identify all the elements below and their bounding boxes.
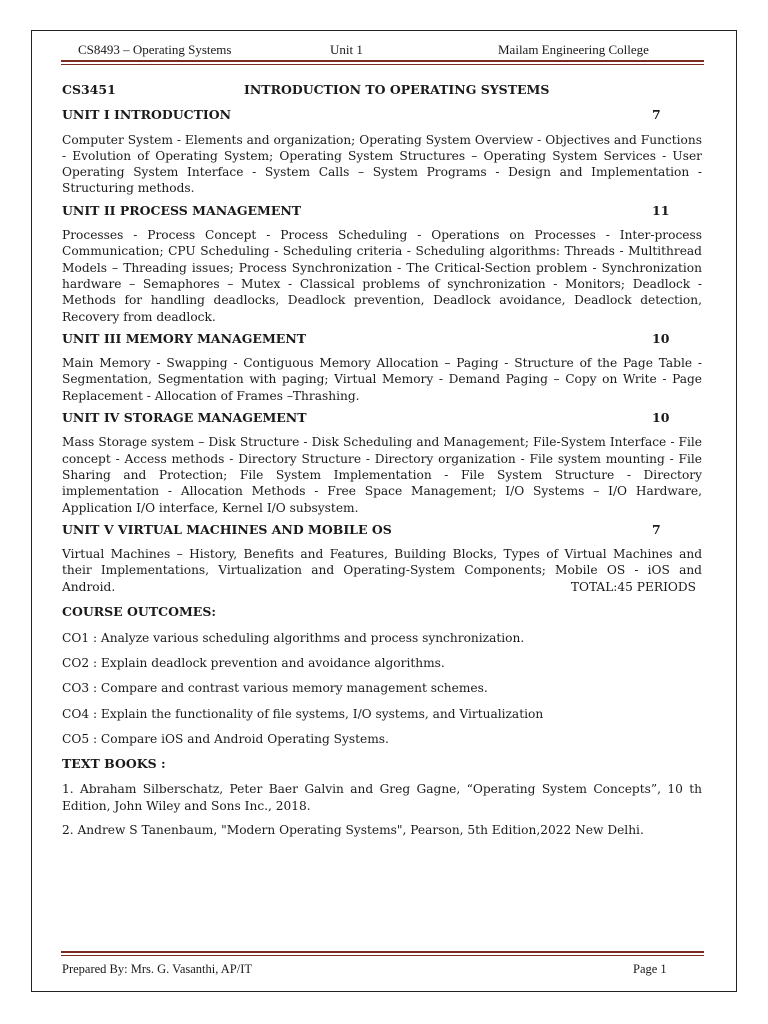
header-course: CS8493 – Operating Systems (78, 42, 232, 57)
unit-hours: 7 (652, 107, 661, 123)
footer-page-number: Page 1 (633, 962, 667, 976)
header-rule (61, 60, 704, 65)
header-unit: Unit 1 (330, 42, 363, 57)
outcome-item: CO2 : Explain deadlock prevention and avoidance algorithms. (62, 655, 445, 670)
footer-prepared-by: Prepared By: Mrs. G. Vasanthi, AP/IT (62, 962, 253, 976)
unit-hours: 7 (652, 521, 661, 537)
unit-title: UNIT III MEMORY MANAGEMENT (62, 330, 307, 346)
unit-hours: 10 (652, 410, 670, 426)
course-code: CS3451 (62, 82, 116, 97)
outcome-item: CO5 : Compare iOS and Android Operating Systems. (62, 731, 389, 746)
unit-content: Mass Storage system – Disk Structure - Disk Scheduling and Management; File-System Interface - File concept - Access methods - Directory Structure - Directory organization - File system mounting - File Sharing and Protection; File System Implementation - File System Structure - Directory implementation - Allocation Methods - Free Space Management; I/O Systems – I/O Hardware, Application I/O interface, Kernel I/O subsystem. (62, 435, 702, 515)
outcomes-heading: COURSE OUTCOMES: (62, 604, 216, 620)
footer-rule (61, 951, 704, 956)
unit-content: Virtual Machines – History, Benefits and Features, Building Blocks, Types of Virtual Machines and their Implementations, Virtualization and Operating-System Components; Mobile OS - iOS and Android. (62, 547, 702, 594)
unit-title: UNIT II PROCESS MANAGEMENT (62, 202, 302, 218)
unit-heading (62, 331, 702, 347)
outcome-item: CO3 : Compare and contrast various memory management schemes. (62, 681, 488, 696)
unit-content: Processes - Process Concept - Process Scheduling - Operations on Processes - Inter-process Communication; CPU Scheduling - Scheduling criteria - Scheduling algorithms: Threads - Multithread Models – Threading issues; Process Synchronization - The Critical-Section problem - Synchronization hardware – Semaphores – Mutex - Classical problems of synchronization - Monitors; Deadlock - Methods for handling deadlocks, Deadlock prevention, Deadlock avoidance, Deadlock detection, Recovery from deadlock. (62, 228, 702, 324)
outcome-item: CO4 : Explain the functionality of file systems, I/O systems, and Virtualization (62, 706, 544, 721)
outcome-item: CO1 : Analyze various scheduling algorithms and process synchronization. (62, 630, 525, 645)
unit-content: Computer System - Elements and organization; Operating System Overview - Objectives and Functions - Evolution of Operating System; Operating System Structures – Operating System Services - User Operating System Interface - System Calls – System Programs - Design and Implementation - Structuring methods. (62, 132, 702, 196)
textbooks-heading: TEXT BOOKS : (62, 756, 166, 772)
header-college: Mailam Engineering College (498, 42, 649, 57)
unit-hours: 10 (652, 330, 670, 346)
total-periods: TOTAL:45 PERIODS (570, 580, 696, 595)
textbook-item: 2. Andrew S Tanenbaum, "Modern Operating Systems", Pearson, 5th Edition,2022 New Delhi. (62, 822, 644, 837)
syllabus-body (62, 82, 702, 838)
textbook-item: 1. Abraham Silberschatz, Peter Baer Galvin and Greg Gagne, “Operating System Concepts”, 10 th Edition, John Wiley and Sons Inc., 2018. (62, 782, 702, 813)
unit-heading (62, 522, 702, 538)
unit-heading (62, 107, 702, 123)
unit-title: UNIT V VIRTUAL MACHINES AND MOBILE OS (62, 521, 392, 537)
unit-heading (62, 410, 702, 426)
course-title: INTRODUCTION TO OPERATING SYSTEMS (244, 82, 550, 97)
unit-content: Main Memory - Swapping - Contiguous Memory Allocation – Paging - Structure of the Page Table - Segmentation, Segmentation with paging; Virtual Memory - Demand Paging – Copy on Write - Page Replacement - Allocation of Frames –Thrashing. (62, 356, 702, 403)
unit-hours: 11 (652, 202, 670, 218)
unit-title: UNIT IV STORAGE MANAGEMENT (62, 410, 307, 426)
unit-heading (62, 203, 702, 219)
syllabus-title-row (62, 82, 702, 98)
unit-title: UNIT I INTRODUCTION (62, 107, 232, 123)
